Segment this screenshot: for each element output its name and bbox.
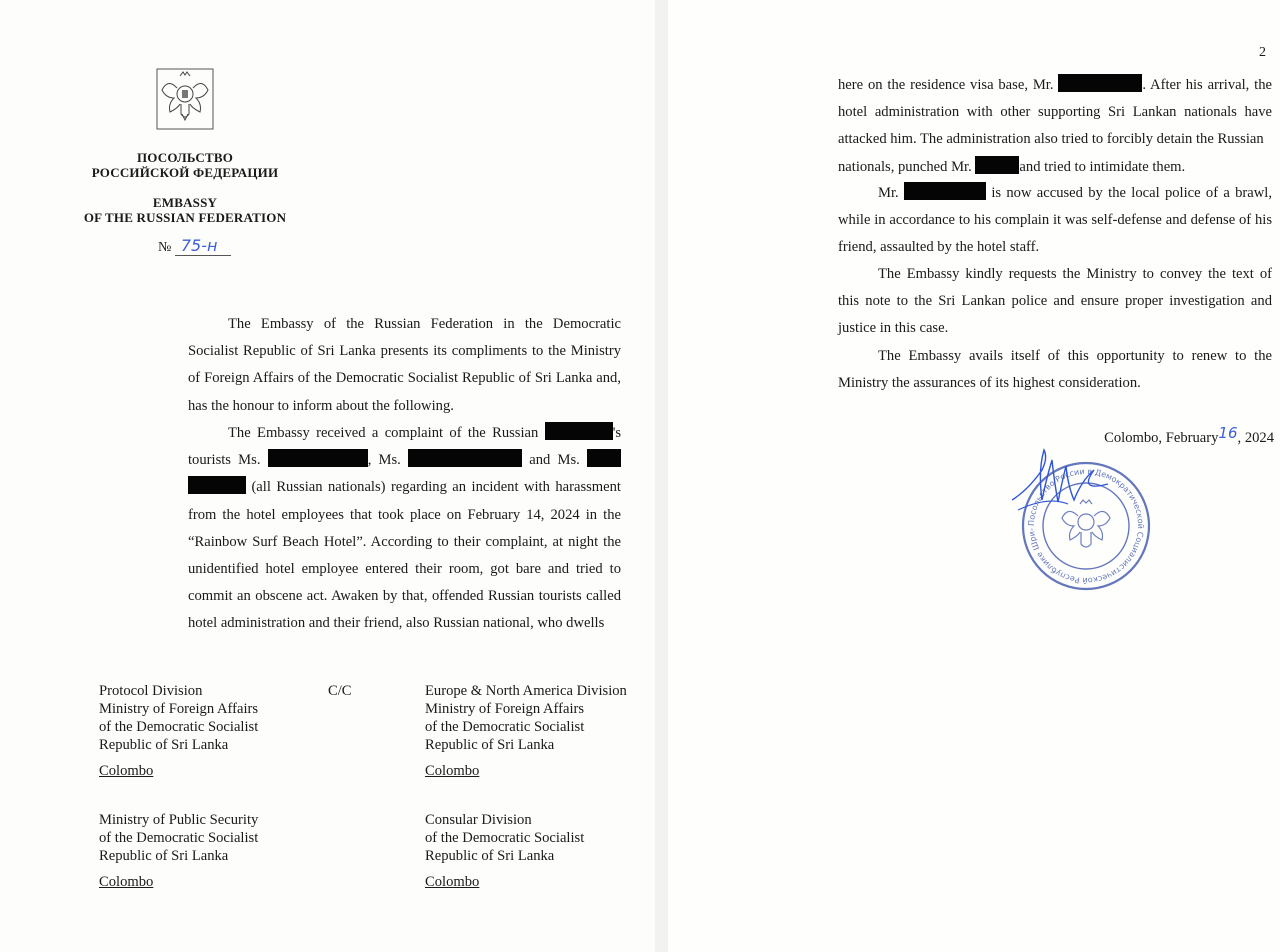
addressee-city: Colombo [99,763,154,779]
redaction-block [545,422,613,440]
note-number-value: 75-н [175,236,231,256]
redaction-block [587,449,621,467]
page2-paragraph-2 [838,180,1272,262]
addressee-line: Consular Division [425,812,532,828]
addressee-line: of the Democratic Socialist [99,719,259,735]
addressee-public-security [99,811,329,891]
redaction-block [1058,74,1142,92]
addressee-europe-division [425,682,653,780]
sign-year: , 2024 [1237,430,1274,446]
header-en-line1: EMBASSY [152,195,218,210]
p2-line [838,72,1272,99]
addressee-line: Europe & North America Division [425,683,627,699]
page2-paragraph-4 [838,343,1272,397]
addressee-line: Ministry of Foreign Affairs [425,701,585,717]
para2-part1: The Embassy received a complaint of the Russian [228,425,539,441]
addressee-line: of the Democratic Socialist [99,830,259,846]
para2-text [188,420,621,638]
para2-part6: (all Russian nationals) regarding an incident with harassment from the hotel employees that took place on February 14, 2024 in the “Rainbow Surf Beach Hotel”. According to their complaint, at night the unidentified hotel employee entered their room, got bare and tried to commit an obscene act. Awaken by that, offended Russian tourists called hotel administration and their friend, also Russian national, who dwells [188,479,621,632]
addressee-line: Republic of Sri Lanka [99,848,229,864]
p2-line [838,180,1272,207]
p2-part: The Embassy kindly requests the Ministry to convey the text of this note to the Sri Lankan police and ensure proper investigation and justice in this case. [838,266,1272,337]
body-paragraph-1 [188,311,621,420]
page2-paragraph-3 [838,261,1272,343]
page2-paragraph-1 [838,72,1272,181]
p2-part: Mr. [878,185,899,201]
header-ru-line2: РОССИЙСКОЙ ФЕДЕРАЦИИ [91,165,279,180]
sign-day: 16 [1218,424,1238,442]
para2-part2: 's [612,425,621,441]
body-paragraph-2 [188,420,621,638]
embassy-header-en [60,195,310,225]
signature-line [1104,424,1274,447]
sign-city-month: Colombo, February [1104,430,1219,446]
addressee-line: Protocol Division [99,683,203,699]
redaction-block [904,182,986,200]
addressee-city: Colombo [99,874,154,890]
p2-part: . After his arrival, the [1142,77,1272,93]
seal-text: Посольство России в Демократической Социалистической Республике Шри- [1026,466,1146,586]
redaction-block [408,449,522,467]
redaction-block [188,476,246,494]
addressee-line: of the Democratic Socialist [425,830,585,846]
addressee-city: Colombo [425,763,480,779]
p2-part: here on the residence visa base, Mr. [838,77,1054,93]
addressee-line: Republic of Sri Lanka [99,737,229,753]
note-number [158,236,231,256]
p2-part: while in accordance to his complain it was self-defense and defense of his friend, assaulted by the hotel staff. [838,212,1272,256]
para2-part3: tourists Ms. [188,452,261,469]
addressee-consular-division [425,811,653,891]
signature-icon [1008,440,1118,520]
header-ru-line1: ПОСОЛЬСТВО [136,150,234,165]
p2-part: nationals, punched Mr. [838,158,972,175]
embassy-header-ru [60,150,310,180]
p2-line [838,154,1272,181]
p2-part: is now accused by the local police of a brawl, [991,185,1273,201]
note-page-2 [668,0,1280,952]
addressee-city: Colombo [425,874,480,890]
p2-part: The Embassy avails itself of this opportunity to renew to the Ministry the assurances of its highest consideration. [838,348,1272,392]
addressee-line: Ministry of Public Security [99,812,259,828]
cc-label: C/C [328,683,352,699]
addressee-line: Ministry of Foreign Affairs [99,701,259,717]
redaction-block [268,449,368,467]
addressee-protocol-division [99,682,329,780]
note-number-label: № [158,240,172,255]
para2-part4: , Ms. [367,452,401,469]
header-en-line2: OF THE RUSSIAN FEDERATION [83,210,287,225]
p2-part: and tried to intimidate them. [1019,158,1186,175]
para1-text: The Embassy of the Russian Federation in the Democratic Socialist Republic of Sri Lanka presents its compliments to the Ministry of Foreign Affairs of the Democratic Socialist Republic of Sri Lanka and, has the honour to inform about the following. [188,316,621,414]
addressee-line: Republic of Sri Lanka [425,737,555,753]
p2-part: hotel administration with other supporting Sri Lankan nationals have attacked him. The administration also tried to forcibly detain the Russian [838,104,1272,148]
redaction-block [975,156,1019,174]
page-number: 2 [1259,45,1266,60]
para2-part5: and Ms. [529,452,580,469]
addressee-line: Republic of Sri Lanka [425,848,555,864]
russian-coat-of-arms-icon [156,68,214,130]
addressee-line: of the Democratic Socialist [425,719,585,735]
